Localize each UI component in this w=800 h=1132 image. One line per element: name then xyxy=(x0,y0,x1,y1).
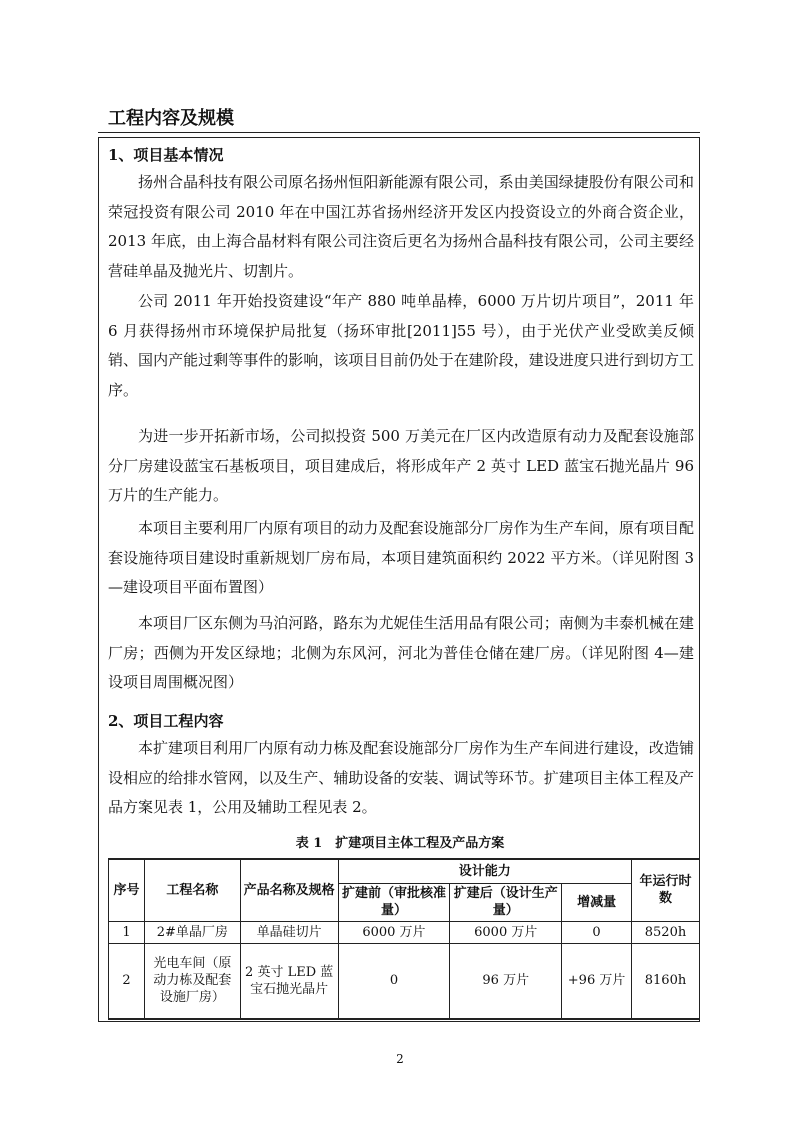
header-capacity: 设计能力 xyxy=(338,859,631,883)
paragraph-building-use: 本项目主要利用厂内原有项目的动力及配套设施部分厂房作为生产车间，原有项目配套设施待项目建设时重新规划厂房布局，本项目建筑面积约 2022 平方米。（详见附图 3—建设项目平面布置图） xyxy=(108,519,694,596)
cell-name: 2#单晶厂房 xyxy=(144,921,240,943)
cell-name: 光电车间（原动力栋及配套设施厂房） xyxy=(144,943,240,1019)
cell-after: 6000 万片 xyxy=(450,921,562,943)
cell-product: 单晶硅切片 xyxy=(240,921,338,943)
heading-project-content: 2、项目工程内容 xyxy=(108,712,224,730)
product-plan-table xyxy=(108,858,700,1020)
cell-change: 0 xyxy=(562,921,632,943)
paragraph-new-market: 为进一步开拓新市场，公司拟投资 500 万美元在厂区内改造原有动力及配套设施部分厂房建设蓝宝石基板项目，项目建成后，将形成年产 2 英寸 LED 蓝宝石抛光晶片 96 万片的生产能力。 xyxy=(108,427,694,504)
paragraph-company-intro: 扬州合晶科技有限公司原名扬州恒阳新能源有限公司，系由美国绿捷股份有限公司和荣冠投资有限公司 2010 年在中国江苏省扬州经济开发区内投资设立的外商合资企业，2013 年底，由上海合晶材料有限公司注资后更名为扬州合晶科技有限公司，公司主要经营硅单晶及抛光片、切割片。 xyxy=(108,173,694,280)
header-product: 产品名称及规格 xyxy=(240,859,338,921)
table-caption: 表 1 扩建项目主体工程及产品方案 xyxy=(295,836,505,851)
header-after: 扩建后（设计生产量） xyxy=(450,883,562,921)
header-name: 工程名称 xyxy=(144,859,240,921)
cell-product: 2 英寸 LED 蓝宝石抛光晶片 xyxy=(240,943,338,1019)
heading-basic-info: 1、项目基本情况 xyxy=(108,146,224,164)
paragraph-surroundings: 本项目厂区东侧为马泊河路，路东为尤妮佳生活用品有限公司；南侧为丰泰机械在建厂房；西侧为开发区绿地；北侧为东风河，河北为普佳仓储在建厂房。（详见附图 4—建设项目周围概况图） xyxy=(108,614,694,691)
section-title: 工程内容及规模 xyxy=(108,108,234,129)
header-hours: 年运行时数 xyxy=(632,859,700,921)
cell-change: +96 万片 xyxy=(562,943,632,1019)
header-change: 增减量 xyxy=(562,883,632,921)
cell-seq: 2 xyxy=(109,943,145,1019)
page-number: 2 xyxy=(396,1052,404,1066)
cell-seq: 1 xyxy=(109,921,145,943)
table-row xyxy=(109,943,700,1019)
cell-after: 96 万片 xyxy=(450,943,562,1019)
frame-top-rule xyxy=(98,132,700,133)
cell-before: 6000 万片 xyxy=(338,921,450,943)
cell-before: 0 xyxy=(338,943,450,1019)
paragraph-expansion: 本扩建项目利用厂内原有动力栋及配套设施部分厂房作为生产车间进行建设，改造铺设相应的给排水管网，以及生产、辅助设备的安装、调试等环节。扩建项目主体工程及产品方案见表 1，公用及辅助工程见表 2。 xyxy=(108,739,694,816)
paragraph-investment-history: 公司 2011 年开始投资建设“年产 880 吨单晶棒，6000 万片切片项目”，2011 年 6 月获得扬州市环境保护局批复（扬环审批[2011]55 号），由于光伏产业受欧美反倾销、国内产能过剩等事件的影响，该项目目前仍处于在建阶段，建设进度只进行到切方工序。 xyxy=(108,292,694,399)
cell-hours: 8520h xyxy=(632,921,700,943)
cell-hours: 8160h xyxy=(632,943,700,1019)
header-seq: 序号 xyxy=(109,859,145,921)
table-row xyxy=(109,921,700,943)
header-before: 扩建前（审批核准量） xyxy=(338,883,450,921)
